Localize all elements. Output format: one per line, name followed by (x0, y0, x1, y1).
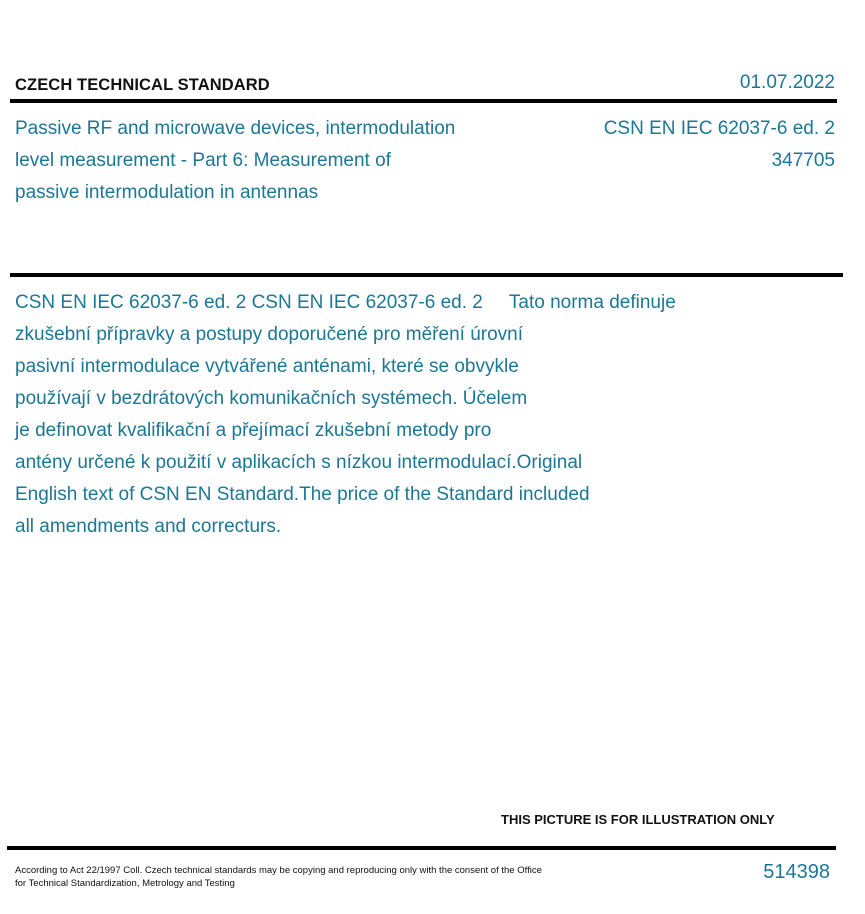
standard-identifier (604, 113, 835, 177)
title-divider (10, 273, 843, 277)
footer-divider (7, 846, 836, 850)
header-divider (10, 99, 837, 103)
standard-code: CSN EN IEC 62037-6 ed. 2 (603, 118, 835, 139)
legal-notice-line: According to Act 22/1997 Coll. Czech technical standards may be copying and reproducing only with the consent of the Office (15, 865, 542, 876)
description-line: English text of CSN EN Standard.The price of the Standard included (15, 484, 590, 505)
description-line: je definovat kvalifikační a přejímací zkušební metody pro (15, 420, 492, 441)
description-line: all amendments and correcturs. (15, 516, 282, 537)
title-line: level measurement - Part 6: Measurement of (15, 150, 391, 171)
description-line: CSN EN IEC 62037-6 ed. 2 CSN EN IEC 62037-6 ed. 2 Tato norma definuje (15, 292, 676, 313)
legal-notice (15, 864, 595, 890)
standard-description (15, 287, 795, 543)
description-line: antény určené k použití v aplikacích s nízkou intermodulací.Original (15, 452, 583, 473)
description-line: zkušební přípravky a postupy doporučené pro měření úrovní (15, 324, 524, 345)
title-line: passive intermodulation in antennas (15, 182, 319, 203)
title-line: Passive RF and microwave devices, intermodulation (15, 118, 456, 139)
standard-number: 347705 (771, 150, 835, 171)
document-type-label: CZECH TECHNICAL STANDARD (15, 76, 270, 94)
description-line: používají v bezdrátových komunikačních systémech. Účelem (15, 388, 528, 409)
illustration-disclaimer: THIS PICTURE IS FOR ILLUSTRATION ONLY (501, 812, 775, 827)
publication-date: 01.07.2022 (739, 72, 835, 93)
standard-title (15, 113, 535, 209)
legal-notice-line: for Technical Standardization, Metrology and Testing (15, 878, 235, 889)
description-line: pasivní intermodulace vytvářené anténami, které se obvykle (15, 356, 519, 377)
document-id: 514398 (763, 861, 830, 883)
